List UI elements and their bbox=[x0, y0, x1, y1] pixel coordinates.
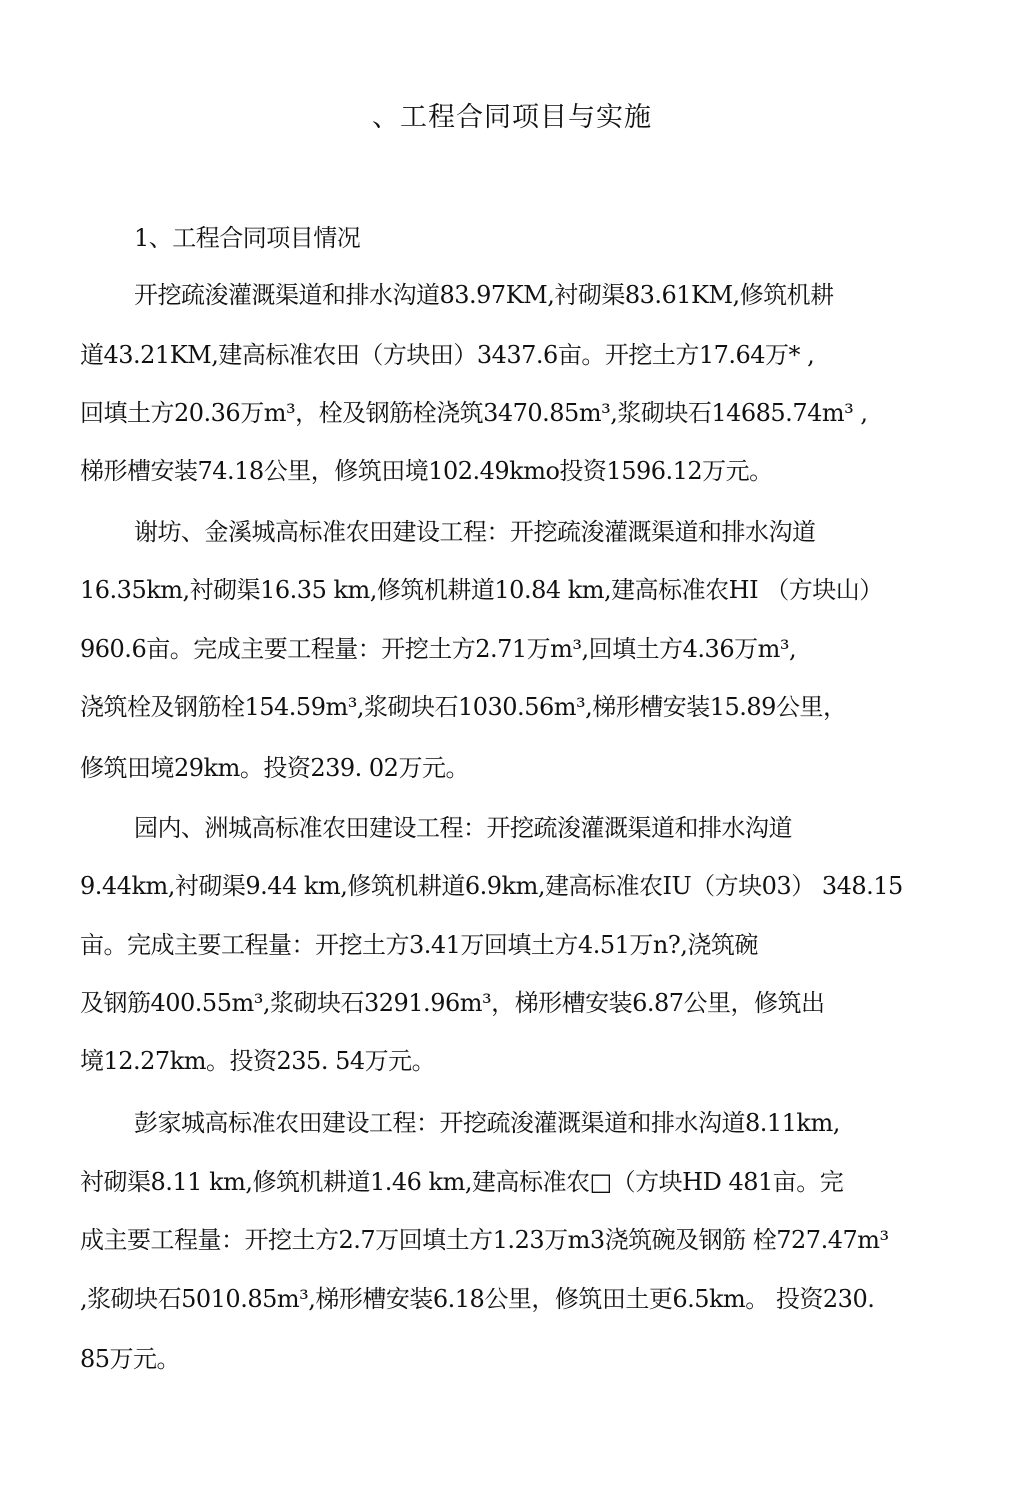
section-heading: 1、工程合同项目情况 bbox=[134, 224, 361, 252]
text-line: 彭家城高标准农田建设工程：开挖疏浚灌溉渠道和排水沟道8.11km, bbox=[134, 1109, 840, 1137]
text-line: 境12.27km。投资235. 54万元。 bbox=[80, 1047, 436, 1075]
text-line: 回填土方20.36万m³，栓及钢筋栓浇筑3470.85m³,浆砌块石14685.74m³ , bbox=[80, 399, 868, 427]
text-line: 浇筑栓及钢筋栓154.59m³,浆砌块石1030.56m³,梯形槽安装15.89公里， bbox=[80, 693, 847, 721]
text-line: ,浆砌块石5010.85m³,梯形槽安装6.18公里，修筑田土更6.5km。 投资230. bbox=[80, 1285, 875, 1313]
text-line: 修筑田境29km。投资239. 02万元。 bbox=[80, 754, 469, 782]
text-line: 亩。完成主要工程量：开挖土方3.41万回填土方4.51万n?,浇筑碗 bbox=[80, 931, 758, 959]
text-line: 960.6亩。完成主要工程量：开挖土方2.71万m³,回填土方4.36万m³, bbox=[80, 635, 797, 663]
text-line: 谢坊、金溪城高标准农田建设工程：开挖疏浚灌溉渠道和排水沟道 bbox=[134, 518, 816, 546]
document-title: 、工程合同项目与实施 bbox=[372, 102, 652, 133]
text-line: 及钢筋400.55m³,浆砌块石3291.96m³，梯形槽安装6.87公里，修筑出 bbox=[80, 989, 825, 1017]
text-line: 园内、洲城高标准农田建设工程：开挖疏浚灌溉渠道和排水沟道 bbox=[134, 814, 792, 842]
text-line: 16.35km,衬砌渠16.35 km,修筑机耕道10.84 km,建高标准农HI （方块山） bbox=[80, 576, 883, 604]
text-line: 梯形槽安装74.18公里，修筑田境102.49kmo投资1596.12万元。 bbox=[80, 457, 773, 485]
text-line: 开挖疏浚灌溉渠道和排水沟道83.97KM,衬砌渠83.61KM,修筑机耕 bbox=[134, 281, 834, 309]
text-line: 道43.21KM,建高标准农田（方块田）3437.6亩。开挖土方17.64万* , bbox=[80, 341, 815, 369]
text-line: 成主要工程量：开挖土方2.7万回填土方1.23万m3浇筑碗及钢筋 栓727.47m³ bbox=[80, 1226, 889, 1254]
text-line: 衬砌渠8.11 km,修筑机耕道1.46 km,建高标准农□（方块HD 481亩。完 bbox=[80, 1168, 844, 1196]
text-line: 85万元。 bbox=[80, 1345, 181, 1373]
text-line: 9.44km,衬砌渠9.44 km,修筑机耕道6.9km,建高标准农IU（方块03） 348.15 bbox=[80, 872, 903, 900]
